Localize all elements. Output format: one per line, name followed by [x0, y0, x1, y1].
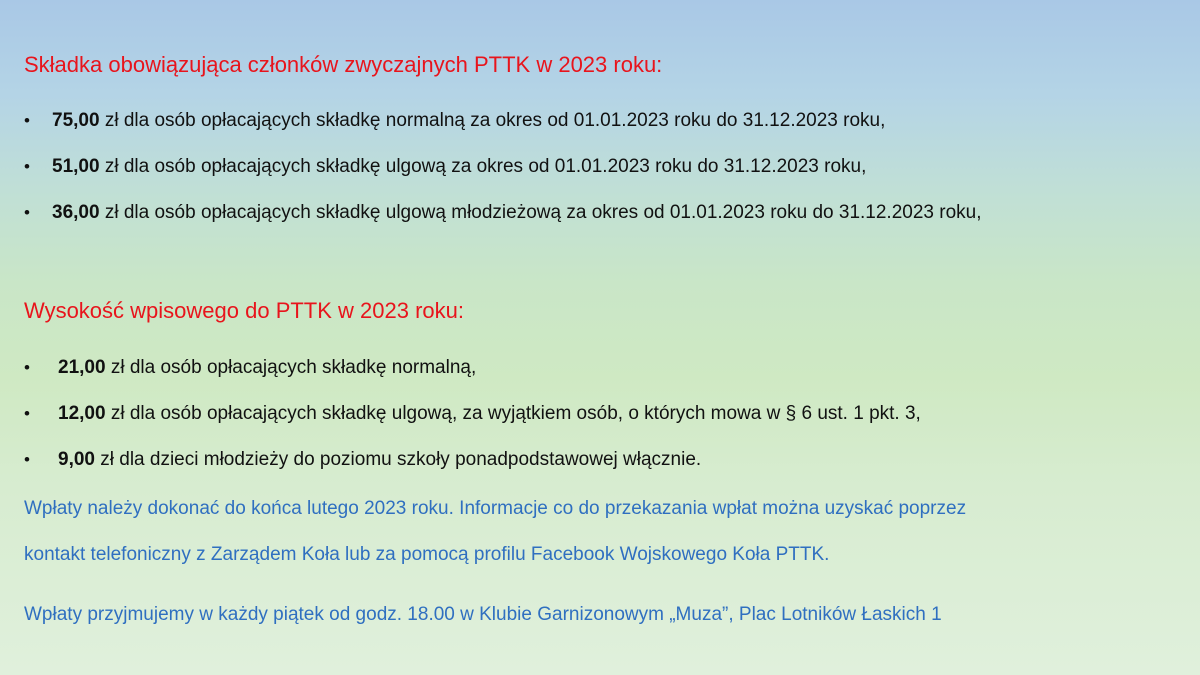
fee-text: [52, 98, 885, 144]
fee-amount: 36,00: [52, 202, 100, 223]
payment-contact-text: kontakt telefoniczny z Zarządem Koła lub za pomocą profilu Facebook Wojskowego Koła PTTK.: [24, 544, 830, 565]
entry-fees-title: Wysokość wpisowego do PTTK w 2023 roku:: [24, 298, 464, 323]
bullet-icon: •: [24, 450, 30, 469]
fee-description: zł dla osób opłacających składkę ulgową za okres od 01.01.2023 roku do 31.12.2023 roku,: [99, 156, 867, 177]
payment-location-text: Wpłaty przyjmujemy w każdy piątek od godz. 18.00 w Klubie Garnizonowym „Muza”, Plac Lotników Łaskich 1: [24, 604, 942, 625]
fee-text: [52, 144, 866, 190]
fee-amount: 9,00: [58, 449, 95, 470]
fee-description: zł dla dzieci młodzieży do poziomu szkoły ponadpodstawowej włącznie.: [94, 449, 702, 470]
fee-description: zł dla osób opłacających składkę ulgową młodzieżową za okres od 01.01.2023 roku do 31.12.2023 roku,: [99, 202, 982, 223]
payment-deadline-text: Wpłaty należy dokonać do końca lutego 2023 roku. Informacje co do przekazania wpłat można uzyskać poprzez: [24, 498, 967, 519]
fee-amount: 75,00: [52, 110, 100, 131]
fee-text: [52, 190, 982, 236]
bullet-icon: •: [24, 404, 30, 423]
fee-amount: 51,00: [52, 156, 100, 177]
fee-description: zł dla osób opłacających składkę normalną,: [105, 357, 477, 378]
bullet-icon: •: [24, 111, 30, 130]
fee-amount: 12,00: [58, 403, 106, 424]
fee-text: [58, 437, 701, 483]
bullet-icon: •: [24, 203, 30, 222]
bullet-icon: •: [24, 157, 30, 176]
fee-description: zł dla osób opłacających składkę ulgową, za wyjątkiem osób, o których mowa w § 6 ust. 1 pkt. 3,: [105, 403, 921, 424]
bullet-icon: •: [24, 358, 30, 377]
fee-amount: 21,00: [58, 357, 106, 378]
fee-description: zł dla osób opłacających składkę normalną za okres od 01.01.2023 roku do 31.12.2023 roku,: [99, 110, 886, 131]
fee-text: [58, 345, 476, 391]
membership-fees-title: Składka obowiązująca członków zwyczajnych PTTK w 2023 roku:: [24, 52, 663, 77]
fee-text: [58, 391, 921, 437]
